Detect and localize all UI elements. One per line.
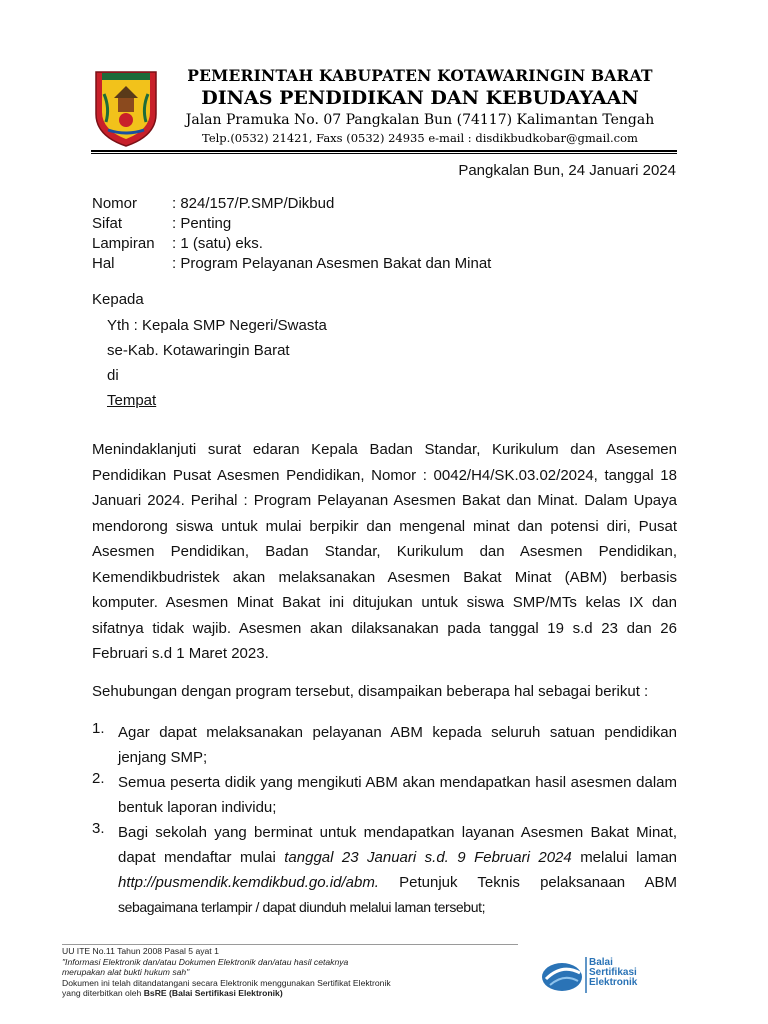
meta-key: Sifat (92, 215, 123, 232)
paragraph-line: Januari 2024. Perihal : Program Pelayanan Asesmen Bakat dan Minat. Dalam Upaya (92, 492, 677, 509)
list-item (92, 770, 677, 820)
paragraph-line: Februari s.d 1 Maret 2023. (92, 645, 269, 662)
letterhead-rule-thin (91, 153, 677, 154)
meta-key: Lampiran (92, 235, 155, 252)
list-text: Petunjuk Teknis pelaksanaan ABM (378, 874, 677, 891)
letterhead (160, 66, 680, 146)
meta-value: : 1 (satu) eks. (172, 235, 263, 252)
letterhead-government: PEMERINTAH KABUPATEN KOTAWARINGIN BARAT (187, 66, 653, 85)
footer-issuer-name: BsRE (Balai Sertifikasi Elektronik) (143, 988, 283, 998)
abm-url-link[interactable]: http://pusmendik.kemdikbud.go.id/abm. (118, 874, 379, 891)
footer-issuer (62, 988, 532, 999)
meta-key: Hal (92, 255, 115, 272)
recipient-kepada: Kepada (92, 291, 144, 308)
paragraph-line: Pendidikan Pusat Asesmen Pendidikan, Nomor : 0042/H4/SK.03.02/2024, tanggal 18 (92, 466, 677, 484)
meta-value: : Program Pelayanan Asesmen Bakat dan Minat (172, 255, 492, 272)
paragraph-line: sifatnya tidak wajib. Asesmen akan dilaksanakan pada tanggal 19 s.d 23 dan 26 (92, 619, 677, 637)
list-text: dapat mendaftar mulai (118, 849, 285, 866)
letter-date: Pangkalan Bun, 24 Januari 2024 (458, 162, 676, 179)
list-number: 1. (92, 720, 105, 737)
numbered-list (92, 720, 677, 920)
letterhead-contact: Telp.(0532) 21421, Faxs (0532) 24935 e-mail : disdikbudkobar@gmail.com (202, 131, 638, 145)
regency-emblem-icon (92, 64, 160, 148)
bsre-word: Elektronik (589, 977, 638, 988)
footer-rule (62, 944, 518, 945)
list-number: 2. (92, 770, 105, 787)
paragraph-line: Kemendikbudristek akan melaksanakan Asesmen Bakat Minat (ABM) berbasis (92, 568, 677, 586)
letterhead-agency: DINAS PENDIDIKAN DAN KEBUDAYAAN (201, 87, 639, 109)
list-line: Semua peserta didik yang mengikuti ABM akan mendapatkan hasil asesmen dalam (118, 774, 677, 791)
paragraph-line: Menindaklanjuti surat edaran Kepala Badan Standar, Kurikulum dan Asesemen (92, 441, 677, 458)
paragraph-line: mendorong siswa untuk mulai berpikir dan mengenal minat dan potensi diri, Pusat (92, 517, 677, 535)
meta-value: : Penting (172, 215, 232, 232)
bsre-word: Sertifikasi (589, 967, 637, 978)
recipient-tempat: Tempat (107, 392, 157, 409)
bsre-logo-text (589, 958, 637, 988)
list-line: Agar dapat melaksanakan pelayanan ABM kepada seluruh satuan pendidikan (118, 724, 677, 741)
letterhead-rule (91, 150, 677, 152)
body-paragraph-2: Sehubungan dengan program tersebut, disampaikan beberapa hal sebagai berikut : (92, 683, 649, 700)
list-item (92, 820, 677, 920)
bsre-word: Balai (589, 957, 613, 968)
list-line: bentuk laporan individu; (118, 799, 277, 816)
list-date-range: tanggal 23 Januari s.d. 9 Februari 2024 (284, 849, 572, 866)
list-line (118, 845, 677, 870)
footer-issuer-text: yang diterbitkan oleh (62, 988, 144, 998)
list-item (92, 720, 677, 770)
list-line: Bagi sekolah yang berminat untuk mendapatkan layanan Asesmen Bakat Minat, (118, 824, 677, 841)
recipient-di: di (107, 367, 119, 384)
meta-value: : 824/157/P.SMP/Dikbud (172, 195, 335, 212)
paragraph-line: komputer. Asesmen Minat Bakat ini ditujukan untuk siswa SMP/MTs kelas IX dan (92, 594, 677, 611)
meta-key: Nomor (92, 195, 138, 212)
list-line (118, 870, 677, 895)
list-line: sebagaimana terlampir / dapat diunduh melalui laman tersebut; (118, 899, 486, 915)
list-number: 3. (92, 820, 105, 837)
footer-law: UU ITE No.11 Tahun 2008 Pasal 5 ayat 1 (62, 946, 219, 956)
paragraph-line: Asesmen Pendidikan, Badan Standar, Kurikulum dan Asesmen Pendidikan, (92, 543, 677, 560)
body-paragraph-1 (92, 437, 677, 667)
footer-quote: "Informasi Elektronik dan/atau Dokumen Elektronik dan/atau hasil cetaknya (62, 956, 349, 967)
list-line: jenjang SMP; (118, 749, 208, 766)
footer-quote: merupakan alat bukti hukum sah" (62, 967, 190, 977)
footer-signature-note: Dokumen ini telah ditandatangani secara Elektronik menggunakan Sertifikat Elektronik (62, 977, 391, 988)
recipient-area: se-Kab. Kotawaringin Barat (107, 342, 290, 359)
list-text: melalui laman (571, 849, 678, 866)
recipient-yth: Yth : Kepala SMP Negeri/Swasta (107, 317, 327, 334)
letterhead-address: Jalan Pramuka No. 07 Pangkalan Bun (74117) Kalimantan Tengah (185, 112, 655, 128)
footer-notice (62, 946, 532, 999)
